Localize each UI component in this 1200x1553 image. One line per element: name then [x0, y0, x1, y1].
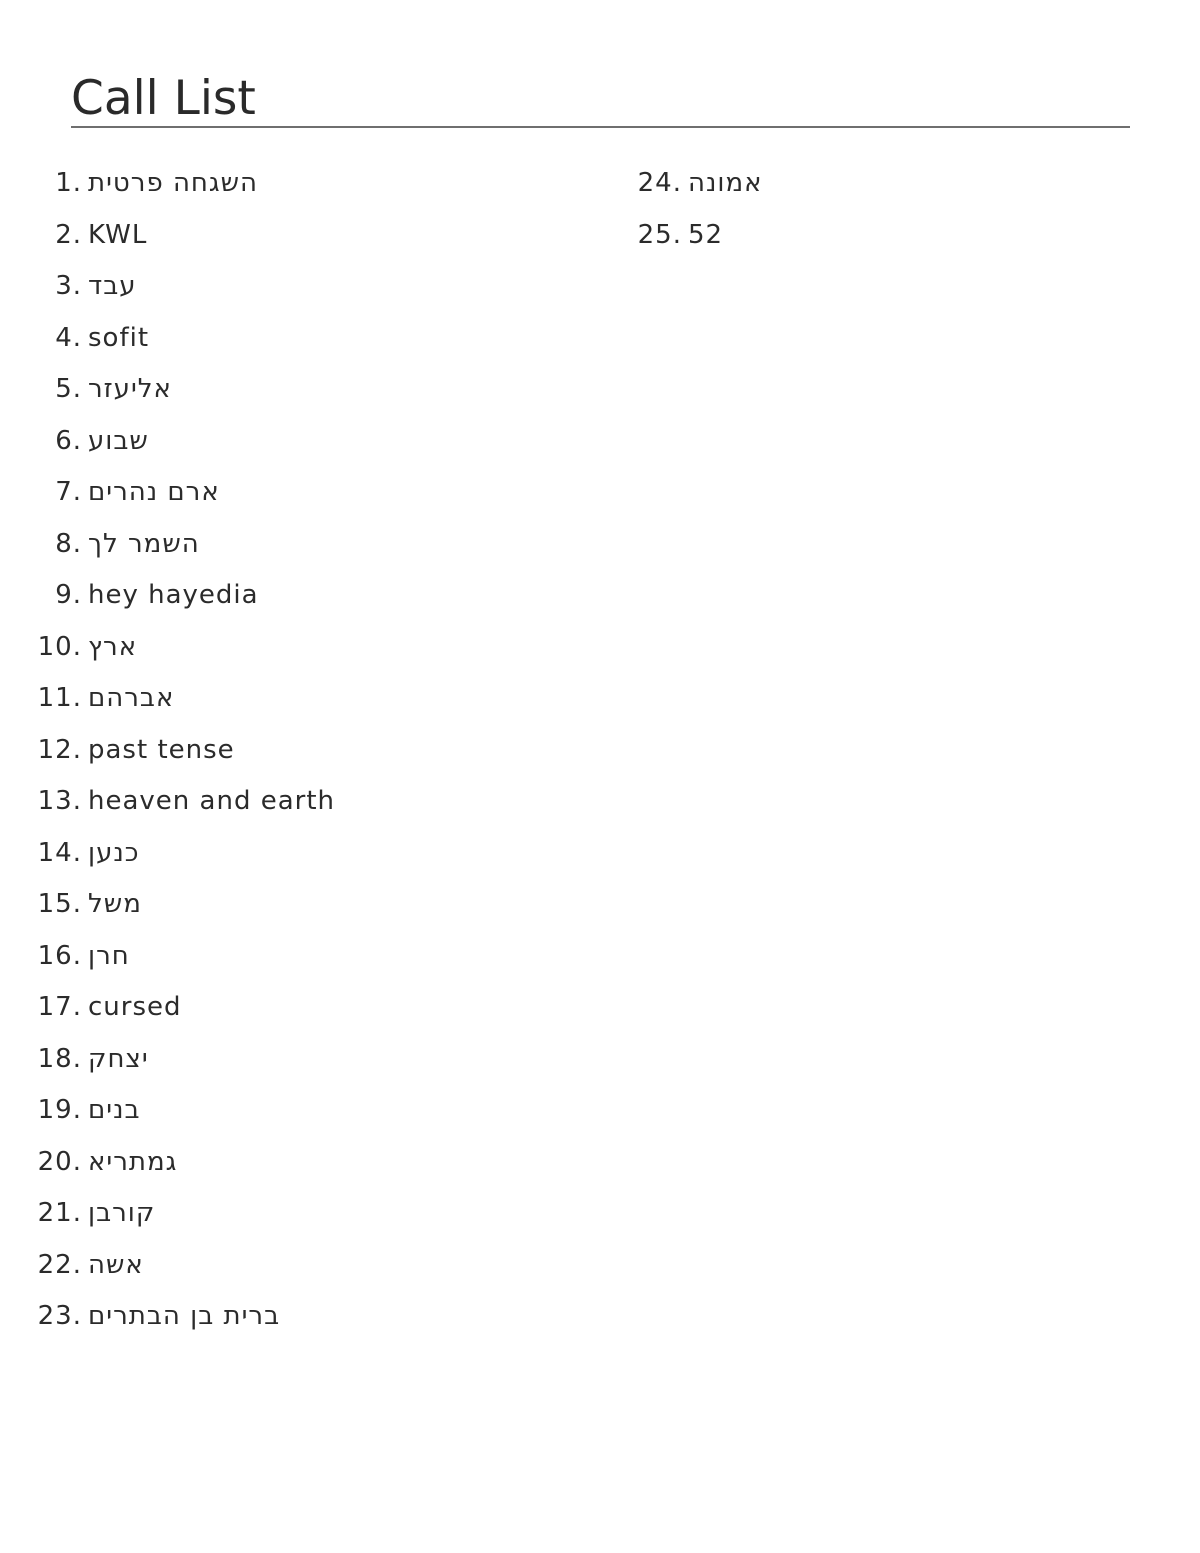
list-item-number: 23. [37, 1301, 82, 1331]
list-item [0, 416, 560, 468]
call-list-column-1 [0, 158, 560, 1343]
list-item [0, 1085, 560, 1137]
list-item [0, 364, 560, 416]
list-item [0, 622, 560, 674]
list-item [0, 1240, 560, 1292]
list-item [0, 1291, 560, 1343]
list-item-text: עבד [88, 271, 137, 301]
list-item-text: 52 [688, 219, 724, 250]
call-list-column-2 [560, 158, 1120, 261]
list-item-text: אברהם [88, 683, 175, 713]
list-item-text: משל [88, 889, 142, 919]
list-item [0, 158, 560, 210]
list-item-text: heaven and earth [88, 786, 336, 816]
list-item-number: 1. [55, 168, 82, 198]
list-item-text: ברית בן הבתרים [88, 1301, 281, 1331]
list-item-text: אליעזר [88, 374, 172, 404]
list-item-number: 19. [37, 1095, 82, 1125]
list-item [0, 210, 560, 262]
list-item [0, 879, 560, 931]
list-item [0, 570, 560, 622]
list-item-number: 11. [37, 683, 82, 713]
list-item [0, 725, 560, 777]
list-item [0, 1188, 560, 1240]
list-item [0, 982, 560, 1034]
list-item-number: 12. [37, 734, 82, 765]
list-item-number: 3. [55, 271, 82, 301]
list-item [0, 519, 560, 571]
list-item [560, 158, 1120, 210]
list-item-number: 7. [55, 477, 82, 507]
list-item-number: 17. [37, 992, 82, 1022]
list-item-text: cursed [88, 992, 182, 1022]
list-item-number: 18. [37, 1043, 82, 1074]
list-item-number: 22. [37, 1249, 82, 1280]
list-item-text: כנען [88, 837, 140, 868]
list-item [0, 673, 560, 725]
list-item-text: KWL [88, 219, 148, 250]
list-item-text: השמר לך [88, 528, 200, 559]
list-item-number: 2. [55, 219, 82, 250]
list-item-number: 15. [37, 889, 82, 919]
list-item-number: 9. [55, 580, 82, 610]
list-item [0, 1034, 560, 1086]
list-item-text: קורבן [88, 1198, 156, 1228]
list-item-text: שבוע [88, 425, 149, 456]
list-item-number: 14. [37, 837, 82, 868]
list-item-text: השגחה פרטית [88, 168, 259, 198]
list-item-text: ארם נהרים [88, 477, 220, 507]
list-item [0, 313, 560, 365]
list-item [0, 931, 560, 983]
list-item-text: ארץ [88, 631, 138, 662]
list-item [0, 828, 560, 880]
list-item [0, 261, 560, 313]
list-item-text: אשה [88, 1249, 144, 1280]
list-item-text: יצחק [88, 1043, 149, 1074]
list-item-number: 6. [55, 425, 82, 456]
list-item-number: 21. [37, 1198, 82, 1228]
list-item-number: 16. [37, 940, 82, 971]
list-item-text: גמתריא [88, 1146, 178, 1177]
list-item-number: 4. [55, 322, 82, 353]
list-item-number: 24. [637, 168, 682, 198]
list-item-text: אמונה [688, 168, 763, 198]
list-item-text: hey hayedia [88, 580, 259, 610]
list-item [560, 210, 1120, 262]
list-item-text: בנים [88, 1095, 141, 1125]
list-item-number: 10. [37, 631, 82, 662]
list-item-number: 25. [637, 219, 682, 250]
list-item-number: 20. [37, 1146, 82, 1177]
page-title: Call List [71, 71, 256, 126]
list-item-text: sofit [88, 322, 150, 353]
list-item-text: חרן [88, 940, 130, 971]
list-item-number: 13. [37, 786, 82, 816]
list-item [0, 1137, 560, 1189]
list-item-number: 8. [55, 528, 82, 559]
list-item-text: past tense [88, 734, 235, 765]
list-item-number: 5. [55, 374, 82, 404]
list-item [0, 776, 560, 828]
title-divider [71, 126, 1130, 128]
list-item [0, 467, 560, 519]
